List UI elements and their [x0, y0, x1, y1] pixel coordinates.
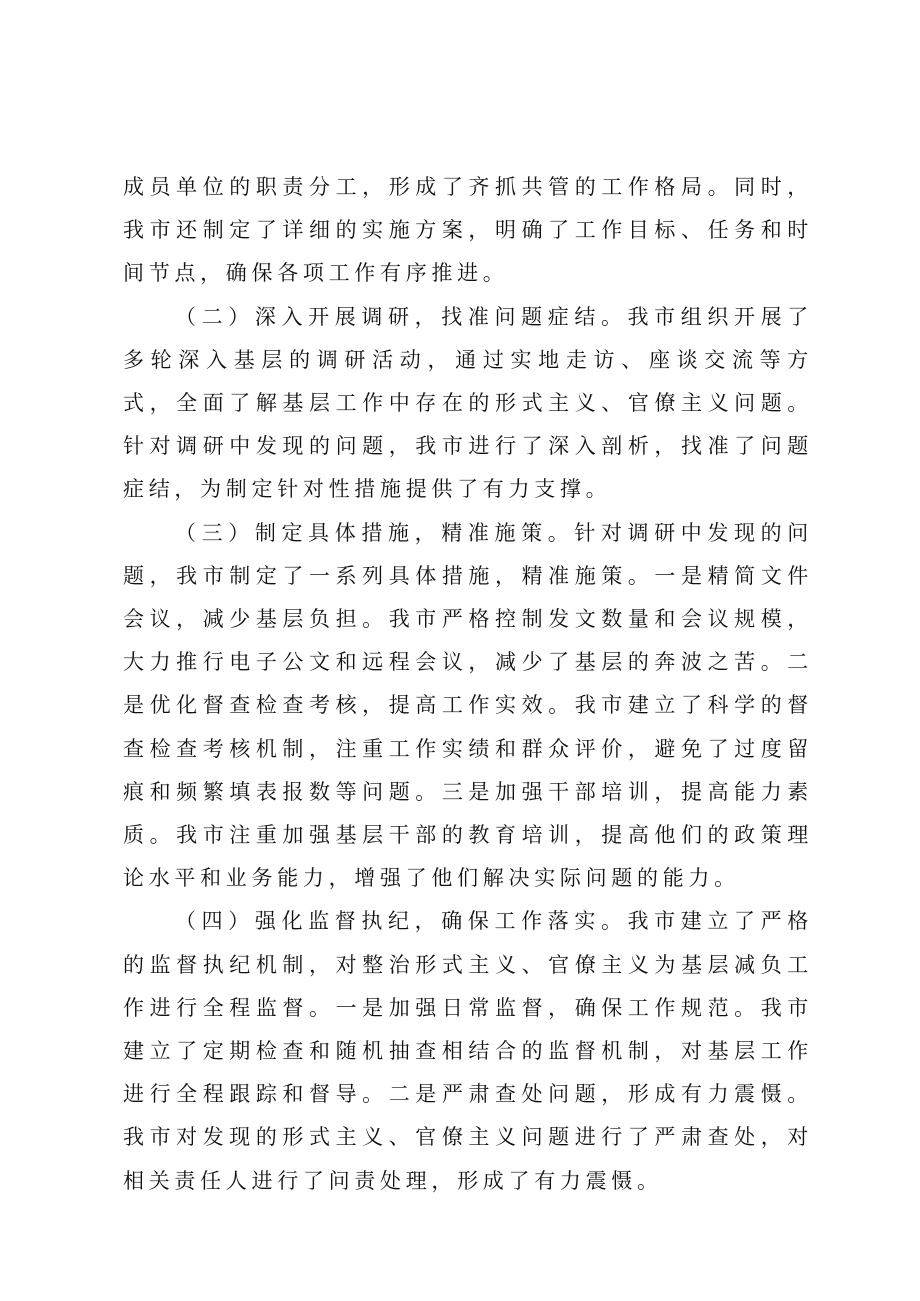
document-body: [123, 166, 813, 1203]
paragraph-section-2: （二）深入开展调研，找准问题症结。我市组织开展了多轮深入基层的调研活动，通过实地走访、座谈交流等方式，全面了解基层工作中存在的形式主义、官僚主义问题。针对调研中发现的问题，我市进行了深入剖析，找准了问题症结，为制定针对性措施提供了有力支撑。: [123, 304, 813, 502]
paragraph-section-3: （三）制定具体措施，精准施策。针对调研中发现的问题，我市制定了一系列具体措施，精准施策。一是精简文件会议，减少基层负担。我市严格控制发文数量和会议规模，大力推行电子公文和远程会议，减少了基层的奔波之苦。二是优化督查检查考核，提高工作实效。我市建立了科学的督查检查考核机制，注重工作实绩和群众评价，避免了过度留痕和频繁填表报数等问题。三是加强干部培训，提高能力素质。我市注重加强基层干部的教育培训，提高他们的政策理论水平和业务能力，增强了他们解决实际问题的能力。: [123, 520, 813, 891]
paragraph-section-4: （四）强化监督执纪，确保工作落实。我市建立了严格的监督执纪机制，对整治形式主义、官僚主义为基层减负工作进行全程监督。一是加强日常监督，确保工作规范。我市建立了定期检查和随机抽查相结合的监督机制，对基层工作进行全程跟踪和督导。二是严肃查处问题，形成有力震慑。我市对发现的形式主义、官僚主义问题进行了严肃查处，对相关责任人进行了问责处理，形成了有力震慑。: [123, 909, 813, 1193]
paragraph-continuation: 成员单位的职责分工，形成了齐抓共管的工作格局。同时，我市还制定了详细的实施方案，明确了工作目标、任务和时间节点，确保各项工作有序推进。: [123, 175, 813, 286]
